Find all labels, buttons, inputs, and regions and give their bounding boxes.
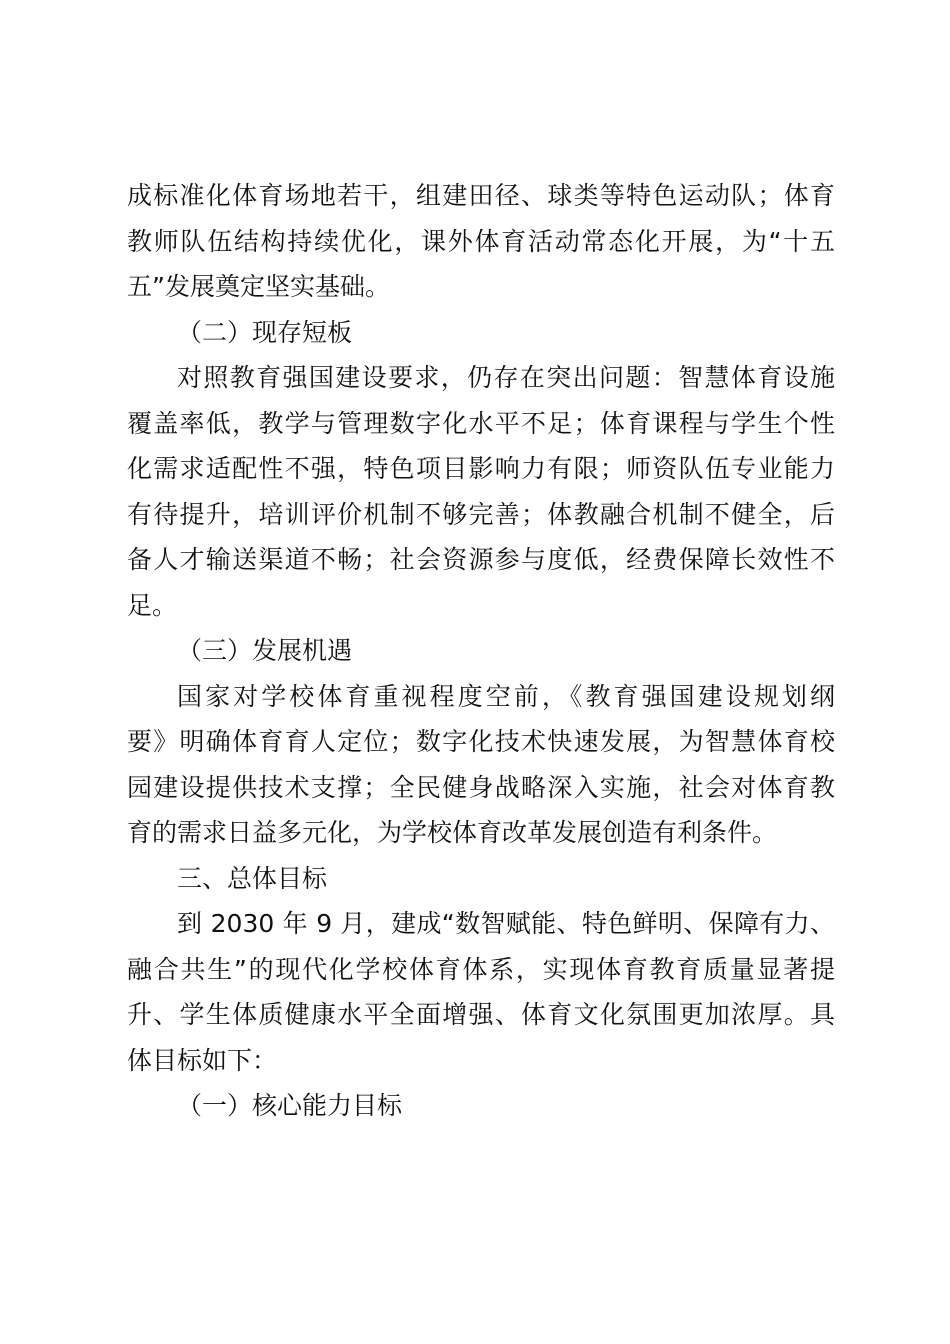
paragraph-line: 教师队伍结构持续优化，课外体育活动常态化开展，为“十五 [127, 226, 835, 256]
paragraph-line: 化需求适配性不强，特色项目影响力有限；师资队伍专业能力 [127, 454, 835, 483]
paragraph-line: 覆盖率低，教学与管理数字化水平不足；体育课程与学生个性 [127, 408, 835, 438]
paragraph-line: 育的需求日益多元化，为学校体育改革发展创造有利条件。 [127, 818, 778, 847]
paragraph-line: 体目标如下： [127, 1045, 278, 1075]
paragraph-line: 备人才输送渠道不畅；社会资源参与度低，经费保障长效性不 [127, 545, 835, 574]
paragraph-line: 升、学生体质健康水平全面增强、体育文化氛围更加浓厚。具 [127, 1000, 835, 1029]
section-heading-core-capability: （一）核心能力目标 [177, 1091, 403, 1120]
paragraph-line: 对照教育强国建设要求，仍存在突出问题：智慧体育设施 [177, 363, 835, 392]
paragraph-line: 足。 [127, 590, 178, 620]
section-heading-shortcomings: （二）现存短板 [177, 317, 353, 347]
paragraph-line: 五”发展奠定坚实基础。 [127, 272, 390, 301]
paragraph-line: 要》明确体育育人定位；数字化技术快速发展，为智慧体育校 [127, 727, 835, 756]
paragraph-line: 到 2030 年 9 月，建成“数智赋能、特色鲜明、保障有力、 [177, 909, 835, 938]
document-body [127, 173, 835, 1129]
section-heading-overall-goals: 三、总体目标 [177, 863, 328, 893]
paragraph-line: 成标准化体育场地若干，组建田径、球类等特色运动队；体育 [127, 181, 835, 210]
paragraph-line: 国家对学校体育重视程度空前，《教育强国建设规划纲 [177, 681, 835, 711]
paragraph-line: 园建设提供技术支撑；全民健身战略深入实施，社会对体育教 [127, 772, 835, 802]
paragraph-line: 融合共生”的现代化学校体育体系，实现体育教育质量显著提 [127, 954, 835, 984]
paragraph-line: 有待提升，培训评价机制不够完善；体教融合机制不健全，后 [127, 499, 835, 529]
section-heading-opportunities: （三）发展机遇 [177, 636, 353, 665]
